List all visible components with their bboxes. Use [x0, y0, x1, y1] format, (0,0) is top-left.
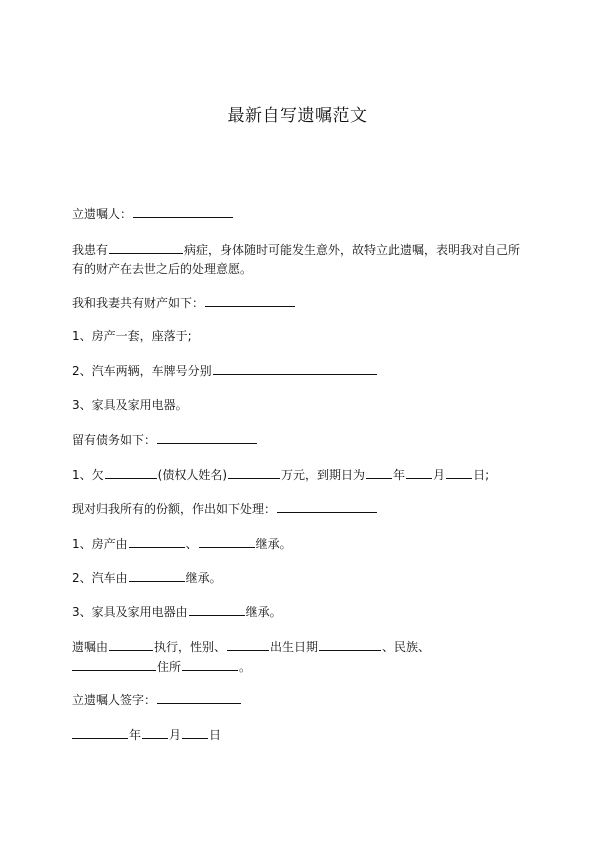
car-heir-blank[interactable] [129, 568, 185, 582]
disposition-heading-text: 现对归我所有的份额，作出如下处理： [72, 502, 277, 516]
car-inherit: 继承。 [185, 571, 222, 585]
executor-ethnicity-blank[interactable] [72, 657, 156, 671]
executor-birth-blank[interactable] [319, 637, 381, 651]
property-item-3 [72, 396, 527, 415]
house-sep: 、 [185, 537, 198, 551]
disposition-blank[interactable] [277, 499, 377, 513]
intro-text-3: 有的财产在去世之后的处理意愿。 [72, 262, 253, 276]
creditor-label: (债权人姓名) [157, 468, 228, 482]
debt-prefix: 1、欠 [72, 468, 104, 482]
executor-birth: 出生日期 [270, 640, 319, 654]
signature-year-label: 年 [129, 728, 142, 742]
signature-year-blank[interactable] [72, 725, 128, 739]
intro-text-2: 病症，身体随时可能发生意外，故特立此遗嘱，表明我对自己所 [184, 243, 521, 257]
disposition-item-1 [72, 534, 527, 554]
debt-day-blank[interactable] [446, 465, 472, 479]
disposition-item-2 [72, 568, 527, 588]
intro-paragraph [72, 240, 527, 279]
debt-month-label: 月 [433, 468, 446, 482]
executor-name-blank[interactable] [109, 637, 153, 651]
house-heir-blank-1[interactable] [129, 534, 185, 548]
signature-day-label: 日 [209, 728, 222, 742]
property-item-1 [72, 327, 527, 346]
executor-address: 住所 [157, 660, 182, 674]
disease-blank[interactable] [109, 240, 183, 254]
house-prefix: 1、房产由 [72, 537, 128, 551]
signature-month-label: 月 [169, 728, 182, 742]
signature-day-blank[interactable] [182, 725, 208, 739]
debts-heading [72, 430, 527, 450]
testator-label: 立遗嘱人： [72, 207, 133, 221]
property-heading [72, 293, 527, 313]
executor-execute: 执行，性别、 [154, 640, 227, 654]
car-prefix: 2、汽车由 [72, 571, 128, 585]
house-inherit: 继承。 [255, 537, 292, 551]
disposition-heading [72, 499, 527, 519]
debt-amount-blank[interactable] [228, 465, 280, 479]
furniture-heir-blank[interactable] [189, 602, 245, 616]
property-item-3-text: 3、家具及家用电器。 [72, 398, 188, 412]
executor-gender-blank[interactable] [227, 637, 269, 651]
debt-month-blank[interactable] [406, 465, 432, 479]
property-heading-text: 我和我妻共有财产如下： [72, 296, 205, 310]
house-heir-blank-2[interactable] [199, 534, 255, 548]
property-item-1-text: 1、房产一套，座落于; [72, 329, 192, 343]
debt-blank-1[interactable] [105, 465, 157, 479]
testator-name-blank[interactable] [133, 204, 233, 218]
executor-address-blank[interactable] [182, 657, 238, 671]
executor-ethnicity: 、民族、 [382, 640, 431, 654]
testator-line [72, 204, 527, 224]
executor-paragraph [72, 637, 527, 677]
signature-label: 立遗嘱人签字： [72, 693, 157, 707]
debt-item-1 [72, 465, 527, 485]
plate-number-blank[interactable] [213, 361, 377, 375]
property-item-2-text: 2、汽车两辆，车牌号分别 [72, 364, 212, 378]
debts-blank[interactable] [157, 430, 257, 444]
property-blank[interactable] [205, 293, 295, 307]
disposition-item-3 [72, 602, 527, 622]
debt-year-label: 年 [393, 468, 406, 482]
signature-date-line [72, 725, 527, 745]
debt-year-blank[interactable] [366, 465, 392, 479]
executor-end: 。 [239, 660, 252, 674]
furniture-inherit: 继承。 [245, 605, 282, 619]
debt-day-label: 日; [473, 468, 490, 482]
intro-text-1: 我患有 [72, 243, 109, 257]
debts-heading-text: 留有债务如下： [72, 433, 157, 447]
furniture-prefix: 3、家具及家用电器由 [72, 605, 188, 619]
signature-month-blank[interactable] [142, 725, 168, 739]
debt-amount-text: 万元，到期日为 [281, 468, 366, 482]
executor-prefix: 遗嘱由 [72, 640, 109, 654]
document-title: 最新自写遗嘱范文 [227, 106, 368, 126]
signature-line [72, 690, 527, 710]
signature-blank[interactable] [157, 690, 241, 704]
property-item-2 [72, 361, 527, 381]
